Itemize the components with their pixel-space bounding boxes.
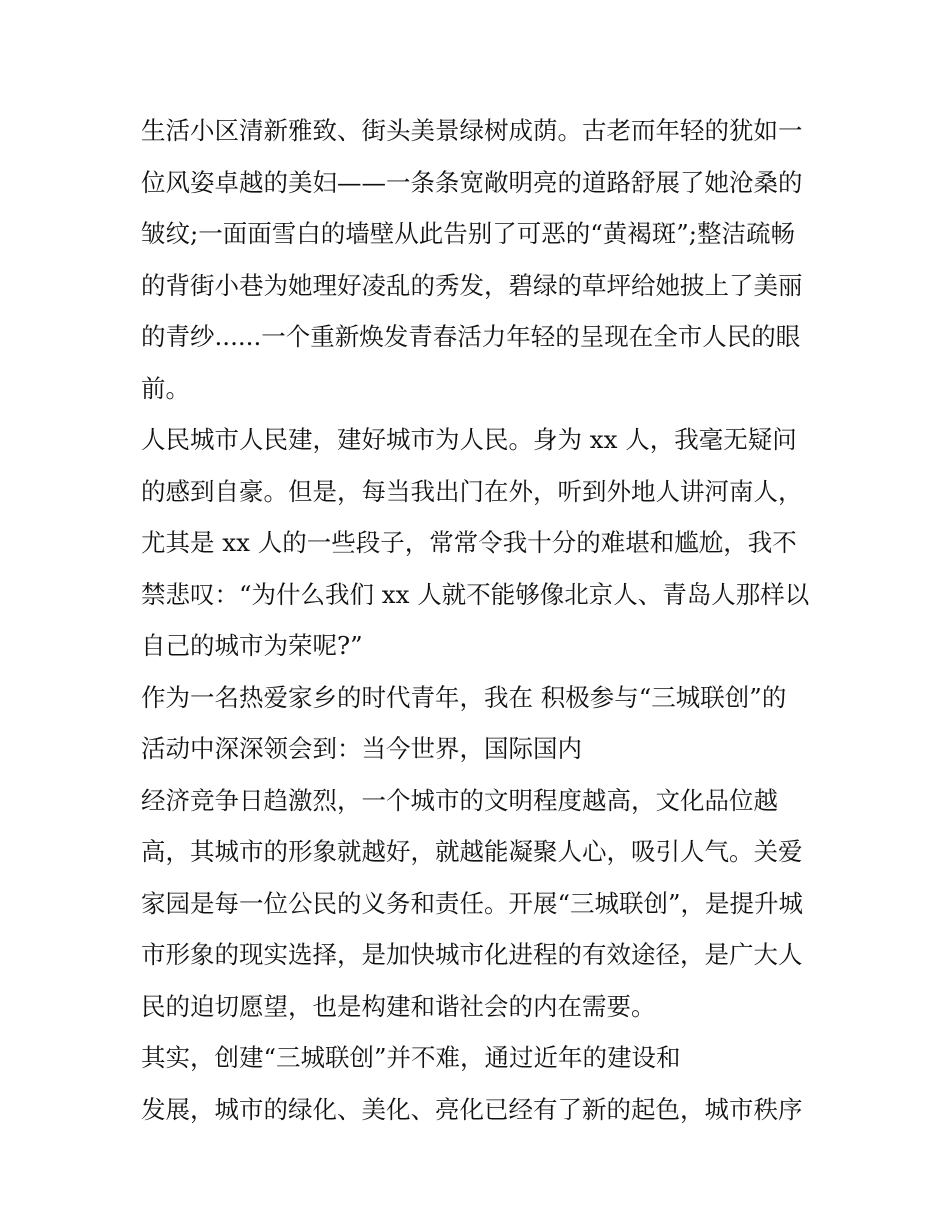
text-line: 作为一名热爱家乡的时代青年，我在 积极参与“三城联创”的 bbox=[141, 682, 787, 712]
text-line: 的背街小巷为她理好凌乱的秀发，碧绿的草坪给她披上了美丽 bbox=[141, 270, 803, 300]
text-line: 发展，城市的绿化、美化、亮化已经有了新的起色，城市秩序 bbox=[141, 1094, 803, 1124]
text-line: 经济竞争日趋激烈，一个城市的文明程度越高，文化品位越 bbox=[141, 785, 778, 815]
text-line: 的青纱......一个重新焕发青春活力年轻的呈现在全市人民的眼 bbox=[141, 322, 801, 351]
text-line: 自己的城市为荣呢?” bbox=[141, 631, 363, 660]
document-body bbox=[141, 105, 821, 1135]
text-line: 市形象的现实选择，是加快城市化进程的有效途径，是广大人 bbox=[141, 940, 803, 969]
text-line: 位风姿卓越的美妇——一条条宽敞明亮的道路舒展了她沧桑的 bbox=[141, 167, 803, 197]
text-line: 的感到自豪。但是，每当我出门在外，听到外地人讲河南人， bbox=[141, 476, 803, 506]
text-line: 前。 bbox=[141, 373, 190, 403]
text-line: 活动中深深领会到：当今世界，国际国内 bbox=[141, 734, 582, 763]
text-line: 生活小区清新雅致、街头美景绿树成荫。古老而年轻的犹如一 bbox=[141, 116, 803, 145]
text-line: 皱纹;一面面雪白的墙壁从此告别了可恶的“黄褐斑”;整洁疏畅 bbox=[141, 219, 796, 248]
text-line: 人民城市人民建，建好城市为人民。身为 xx 人，我毫无疑问 bbox=[141, 425, 797, 454]
text-line: 尤其是 xx 人的一些段子，常常令我十分的难堪和尴尬，我不 bbox=[141, 528, 797, 557]
text-line: 禁悲叹：“为什么我们 xx 人就不能够像北京人、青岛人那样以 bbox=[141, 579, 810, 609]
text-line: 高，其城市的形象就越好，就越能凝聚人心，吸引人气。关爱 bbox=[141, 837, 803, 866]
text-line: 其实，创建“三城联创”并不难，通过近年的建设和 bbox=[141, 1043, 681, 1072]
text-line: 民的迫切愿望，也是构建和谐社会的内在需要。 bbox=[141, 991, 656, 1021]
text-line: 家园是每一位公民的义务和责任。开展“三城联创”，是提升城 bbox=[141, 888, 804, 918]
